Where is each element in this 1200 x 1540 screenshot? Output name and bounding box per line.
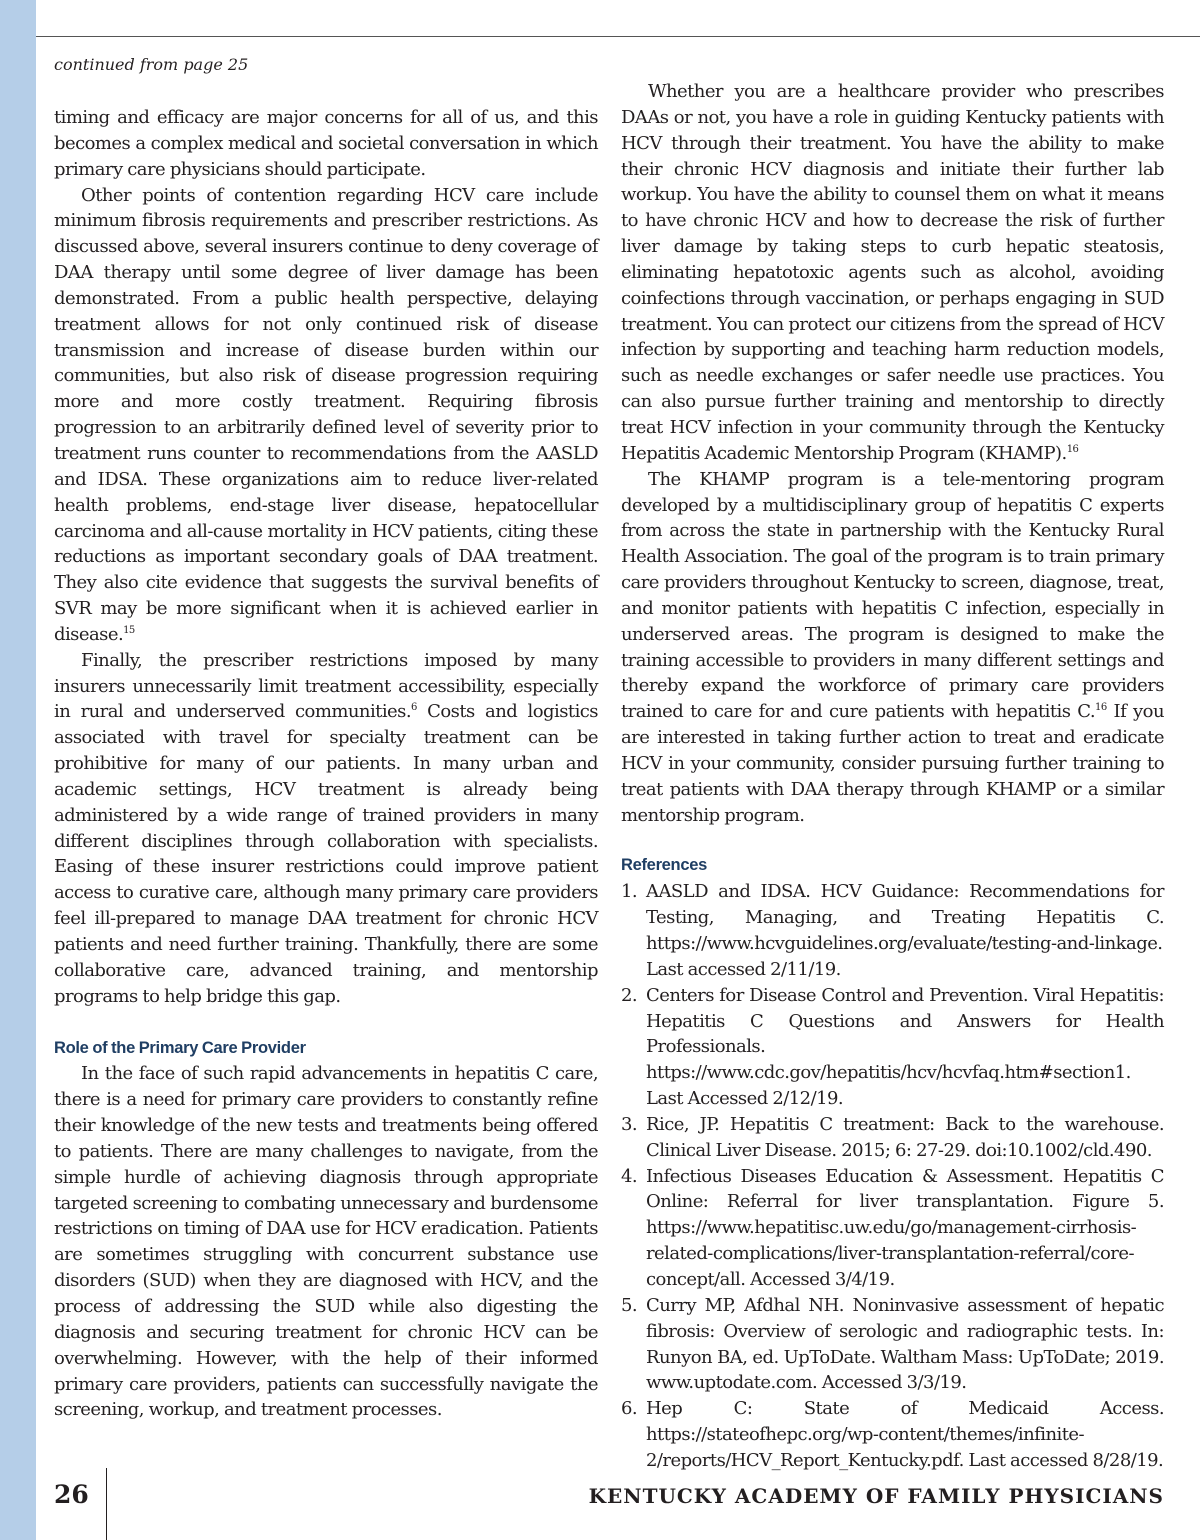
left-accent-bar xyxy=(0,0,36,1540)
reference-item: 4. Infectious Diseases Education & Assessment. Hepatitis C Online: Referral for liver transplantation. Figure 5. https://www.hepatitisc.uw.edu/go/management-cirrhosis-related-complications/liver-transplantation-referral/core-concept/all. Accessed 3/4/19. xyxy=(621,1165,1164,1290)
left-column xyxy=(54,105,598,1423)
references-list xyxy=(621,879,1164,1473)
citation: 15 xyxy=(123,624,135,636)
paragraph: The KHAMP program is a tele-mentoring program developed by a multidisciplinary group of hepatitis C experts from across the state in partnership with the Kentucky Rural Health Association. The goal of the program is to train primary care providers throughout Kentucky to screen, diagnose, treat, and monitor patients with hepatitis C infection, especially in underserved areas. The program is designed to make the training accessible to providers in many different settings and thereby expand the workforce of primary care providers trained to care for and cure patients with hepatitis C.$^{16}$ If you are interested in taking further action to treat and eradicate HCV in your community, consider pursuing further training to treat patients with DAA therapy through KHAMP or a similar mentorship program. xyxy=(621,468,1164,826)
paragraph: timing and efficacy are major concerns for all of us, and this becomes a complex medical and societal conversation in which primary care physicians should participate. xyxy=(54,107,598,180)
paragraph: Finally, the prescriber restrictions imposed by many insurers unnecessarily limit treatment accessibility, especially in rural and underserved communities.$^6$ Costs and logistics associated with travel for specialty treatment can be prohibitive for many of our patients. In many urban and academic settings, HCV treatment is already being administered by a wide range of trained providers in many different disciplines through collaboration with specialists. Easing of these insurer restrictions could improve patient access to curative care, although many primary care providers feel ill-prepared to manage DAA treatment for chronic HCV patients and need further training. Thankfully, there are some collaborative care, advanced training, and mentorship programs to help bridge this gap. xyxy=(54,649,598,1007)
reference-item: 2. Centers for Disease Control and Prevention. Viral Hepatitis: Hepatitis C Questions and Answers for Health Professionals. https://www.cdc.gov/hepatitis/hcv/hcvfaq.htm#section1. Last Accessed 2/12/19. xyxy=(621,984,1164,1110)
paragraph: Whether you are a healthcare provider who prescribes DAAs or not, you have a role in guiding Kentucky patients with HCV through their treatment. You have the ability to make their chronic HCV diagnosis and initiate their further lab workup. You have the ability to counsel them on what it means to have chronic HCV and how to decrease the risk of further liver damage by taking steps to curb hepatic steatosis, eliminating hepatotoxic agents such as alcohol, avoiding coinfections through vaccination, or perhaps engaging in SUD treatment. You can protect our citizens from the spread of HCV infection by supporting and teaching harm reduction models, such as needle exchanges or safer needle use practices. You can also pursue further training and mentorship to directly treat HCV infection in your community through the Kentucky Hepatitis Academic Mentorship Program (KHAMP).$^{16}$ xyxy=(621,81,1164,464)
footer-divider xyxy=(106,1468,107,1540)
paragraph: Other points of contention regarding HCV care include minimum fibrosis requirements and prescriber restrictions. As discussed above, several insurers continue to deny coverage of DAA therapy until some degree of liver damage has been demonstrated. From a public health perspective, delaying treatment allows for not only continued risk of disease transmission and increase of disease burden within our communities, but also risk of disease progression requiring more and more costly treatment. Requiring fibrosis progression to an arbitrarily defined level of severity prior to treatment runs counter to recommendations from the AASLD and IDSA. These organizations aim to reduce liver-related health problems, end-stage liver disease, hepatocellular carcinoma and all-cause mortality in HCV patients, citing these reductions as important secondary goals of DAA treatment. They also cite evidence that suggests the survival benefits of SVR may be more significant when it is achieved earlier in disease.$^{15}$ xyxy=(54,184,598,645)
top-rule xyxy=(36,36,1200,37)
citation: 6 xyxy=(411,702,417,714)
continued-note: continued from page 25 xyxy=(54,55,249,74)
references-heading: References xyxy=(621,856,707,875)
publication-title: KENTUCKY ACADEMY OF FAMILY PHYSICIANS xyxy=(588,1484,1164,1508)
section-heading: Role of the Primary Care Provider xyxy=(54,1038,306,1057)
reference-item: 5. Curry MP, Afdhal NH. Noninvasive assessment of hepatic fibrosis: Overview of serologic and radiographic tests. In: Runyon BA, ed. UpToDate. Waltham Mass: UpToDate; 2019. www.uptodate.com. Accessed 3/3/19. xyxy=(621,1294,1164,1394)
citation: 16 xyxy=(1066,443,1079,455)
page-number: 26 xyxy=(54,1480,89,1509)
paragraph: In the face of such rapid advancements in hepatitis C care, there is a need for primary care providers to constantly refine their knowledge of the new tests and treatments being offered to patients. There are many challenges to navigate, from the simple hurdle of achieving diagnosis through appropriate targeted screening to combating unnecessary and burdensome restrictions on timing of DAA use for HCV eradication. Patients are sometimes struggling with concurrent substance use disorders (SUD) when they are diagnosed with HCV, and the process of addressing the SUD while also digesting the diagnosis and securing treatment for chronic HCV can be overwhelming. However, with the help of their informed primary care providers, patients can successfully navigate the screening, workup, and treatment processes. xyxy=(54,1063,598,1421)
reference-item: 1. AASLD and IDSA. HCV Guidance: Recommendations for Testing, Managing, and Treating Hepatitis C. https://www.hcvguidelines.org/evaluate/testing-and-linkage. Last accessed 2/11/19. xyxy=(621,881,1164,980)
citation: 16 xyxy=(1095,702,1107,714)
reference-item: 6. Hep C: State of Medicaid Access. https://stateofhepc.org/wp-content/themes/infinite-2/reports/HCV_Report_Kentucky.pdf. Last accessed 8/28/19. xyxy=(621,1398,1164,1471)
reference-item: 3. Rice, JP. Hepatitis C treatment: Back to the warehouse. Clinical Liver Disease. 2015; 6: 27-29. doi:10.1002/cld.490. xyxy=(621,1113,1164,1161)
right-column xyxy=(621,79,1164,1474)
